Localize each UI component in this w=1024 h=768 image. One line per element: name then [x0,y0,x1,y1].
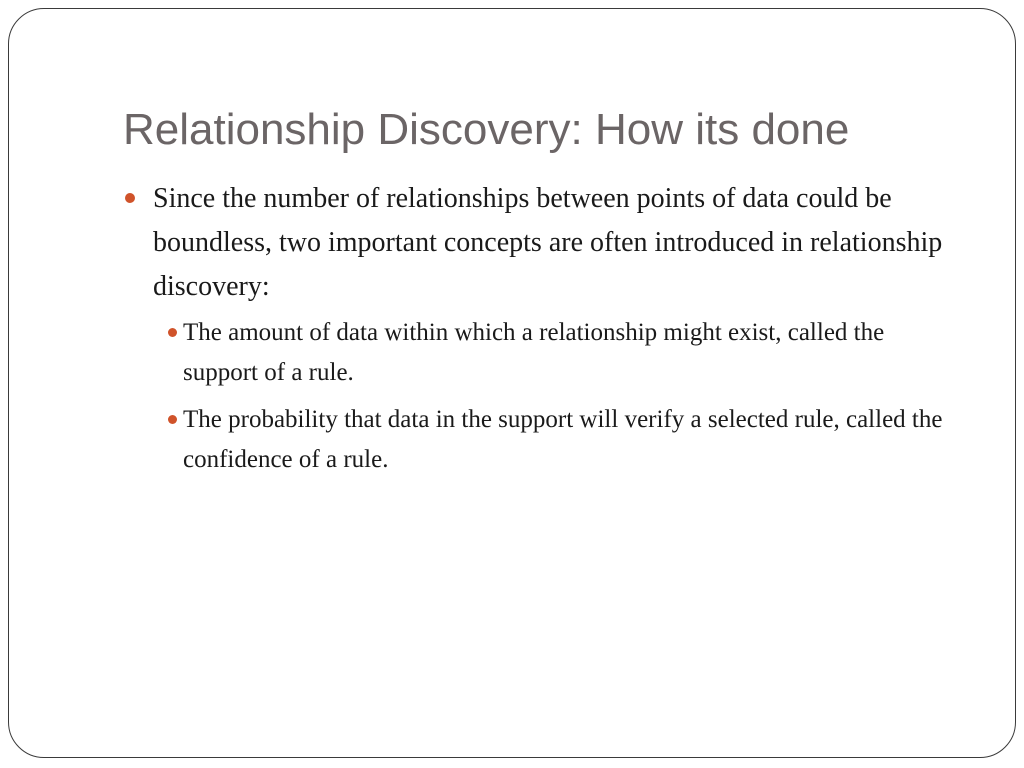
sub-bullet-text: The probability that data in the support will verify a selected rule, called the confidence of a rule. [183,406,943,473]
slide-frame [8,8,1016,758]
sub-bullet-item [153,313,945,393]
bullet-item [125,177,945,480]
bullet-text: Since the number of relationships between points of data could be boundless, two important concepts are often introduced in relationship discovery: [153,183,943,302]
sub-bullet-dot-icon [168,328,177,337]
sub-bullet-item [153,400,945,480]
sub-bullet-list [153,313,945,480]
bullet-dot-icon [125,193,135,203]
sub-bullet-text: The amount of data within which a relationship might exist, called the support of a rule. [183,319,885,386]
bullet-list [125,177,945,487]
slide-title: Relationship Discovery: How its done [123,105,850,154]
sub-bullet-dot-icon [168,415,177,424]
